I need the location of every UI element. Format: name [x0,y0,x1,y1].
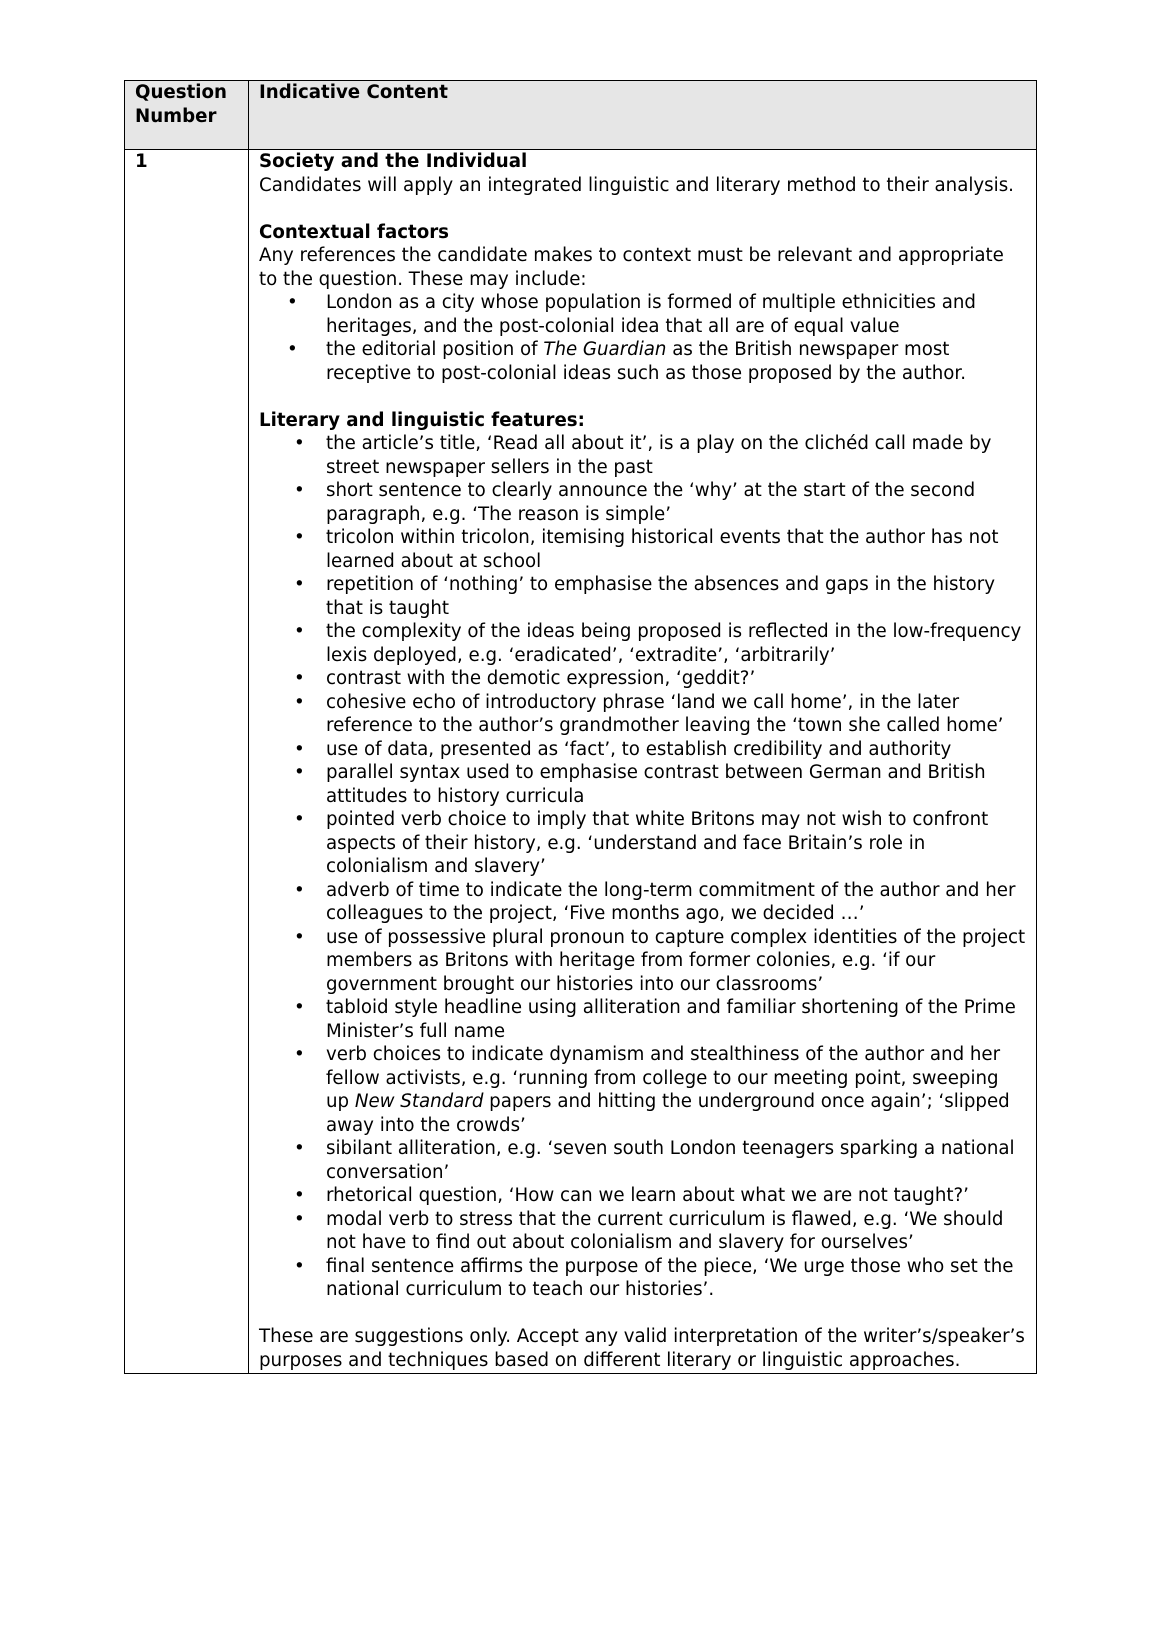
contextual-factors-list [259,291,1026,385]
bullet-icon: • [294,527,305,548]
table-header-row [125,81,1037,150]
spacer [259,1302,1026,1326]
contextual-factor-item: • the editorial position of The Guardian as the British newspaper most receptive to post-colonial ideas such as those proposed by the author. [287,339,966,384]
bullet-icon: • [294,433,305,454]
bullet-icon: • [294,809,305,830]
feature-item: • tricolon within tricolon, itemising historical events that the author has not learned about at school [294,527,999,572]
bullet-icon: • [294,738,305,760]
feature-item: • modal verb to stress that the current curriculum is flawed, e.g. ‘We should not have to find out about colonialism and slavery for ourselves’ [294,1208,1004,1253]
bullet-icon: • [294,1044,305,1065]
question-number-cell [125,150,249,1374]
mark-scheme-page [124,80,1036,1374]
bullet-icon: • [294,1255,305,1277]
bullet-icon: • [294,574,305,595]
bullet-icon: • [294,997,305,1018]
feature-item: • use of data, presented as ‘fact’, to establish credibility and authority [294,738,952,760]
features-list [259,432,1026,1302]
feature-item: • use of possessive plural pronoun to capture complex identities of the project members as Britons with heritage from former colonies, e.g. ‘if our government brought our histories into our classrooms’ [294,926,1026,995]
indicative-content-cell [249,150,1037,1374]
header-indicative-content: Indicative Content [249,81,1037,150]
feature-item: • verb choices to indicate dynamism and stealthiness of the author and her fellow activists, e.g. ‘running from college to our meeting point, sweeping up New Standard papers and hitting the underground once again’; ‘slipped away into the crowds’ [294,1044,1010,1136]
bullet-icon: • [294,1208,305,1230]
question-number: 1 [135,151,148,172]
indicative-content-table [124,80,1037,1374]
bullet-icon: • [287,339,298,360]
feature-item: • repetition of ‘nothing’ to emphasise the absences and gaps in the history that is taught [294,574,996,619]
feature-item: • tabloid style headline using alliteration and familiar shortening of the Prime Minister’s full name [294,997,1016,1042]
header-question-number: Question Number [125,81,249,150]
contextual-factors-lead: Any references the candidate makes to context must be relevant and appropriate to the question. These may include: [259,245,1004,290]
bullet-icon: • [294,762,305,783]
bullet-icon: • [294,691,305,713]
feature-item: • short sentence to clearly announce the ‘why’ at the start of the second paragraph, e.g. ‘The reason is simple’ [294,480,976,525]
features-heading: Literary and linguistic features: [259,409,585,431]
feature-item: • rhetorical question, ‘How can we learn about what we are not taught?’ [294,1185,969,1206]
section-title: Society and the Individual [259,151,528,172]
intro-text: Candidates will apply an integrated linguistic and literary method to their analysis. [259,174,1014,196]
spacer [259,385,1026,409]
feature-item: • sibilant alliteration, e.g. ‘seven south London teenagers sparking a national conversation’ [294,1138,1015,1183]
feature-item: • the complexity of the ideas being proposed is reflected in the low-frequency lexis deployed, e.g. ‘eradicated’, ‘extradite’, ‘arbitrarily’ [294,621,1022,666]
feature-item: • adverb of time to indicate the long-term commitment of the author and her colleagues to the project, ‘Five months ago, we decided …’ [294,879,1016,924]
bullet-icon: • [294,879,305,901]
feature-item: • pointed verb choice to imply that white Britons may not wish to confront aspects of their history, e.g. ‘understand and face Britain’s role in colonialism and slavery’ [294,809,989,877]
contextual-factor-item: • London as a city whose population is formed of multiple ethnicities and heritages, and the post-colonial idea that all are of equal value [287,292,976,337]
table-row [125,150,1037,1374]
bullet-icon: • [294,1185,305,1206]
bullet-icon: • [294,480,305,501]
bullet-icon: • [294,1138,305,1159]
closing-note: These are suggestions only. Accept any valid interpretation of the writer’s/speaker’s purposes and techniques based on different literary or linguistic approaches. [259,1326,1025,1371]
feature-item: • final sentence affirms the purpose of the piece, ‘We urge those who set the national curriculum to teach our histories’. [294,1255,1014,1300]
contextual-factors-heading: Contextual factors [259,221,449,243]
spacer [259,197,1026,221]
bullet-icon: • [287,292,298,313]
bullet-icon: • [294,668,305,689]
bullet-icon: • [294,621,305,642]
feature-item: • contrast with the demotic expression, ‘geddit?’ [294,668,756,689]
feature-item: • parallel syntax used to emphasise contrast between German and British attitudes to history curricula [294,762,986,807]
feature-item: • cohesive echo of introductory phrase ‘land we call home’, in the later reference to the author’s grandmother leaving the ‘town she called home’ [294,691,1004,736]
bullet-icon: • [294,926,305,948]
italic-title: New Standard [354,1091,484,1112]
feature-item: • the article’s title, ‘Read all about it’, is a play on the clichéd call made by street newspaper sellers in the past [294,433,992,478]
italic-title: The Guardian [543,339,667,360]
